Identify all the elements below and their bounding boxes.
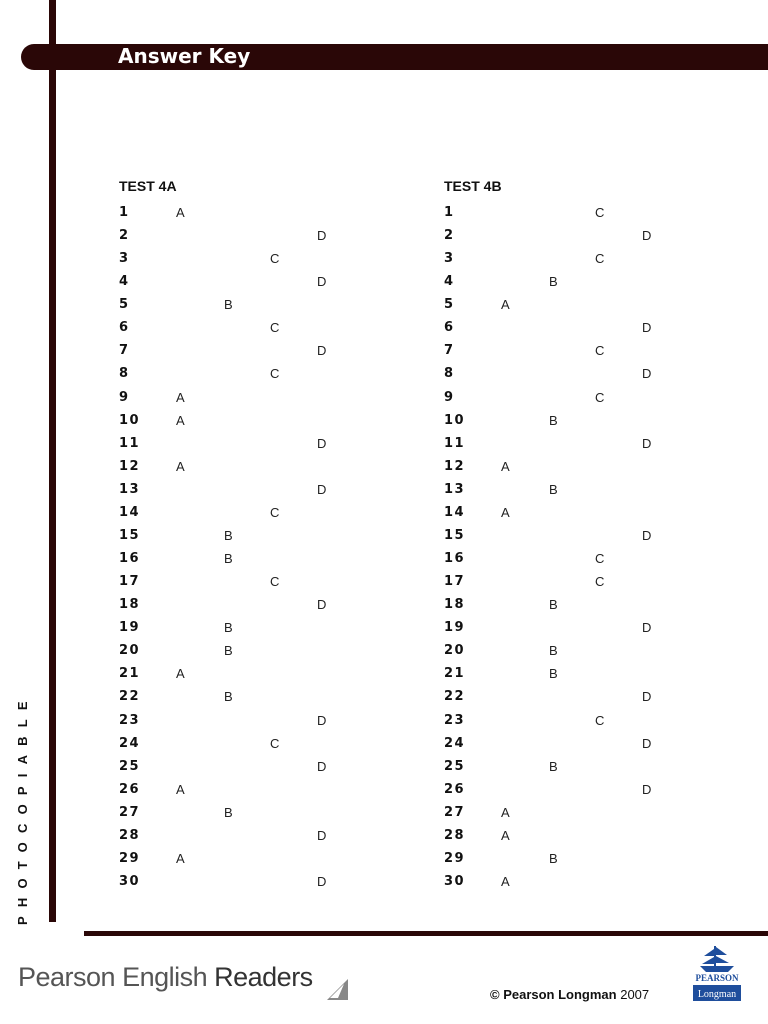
answer-letter: D [317,597,327,613]
answer-letter: B [549,666,558,682]
answer-letter: A [176,205,185,220]
answer-letter: B [224,620,233,636]
answer-letter: B [549,412,558,428]
page-title: Answer Key [118,44,251,68]
brand-swoosh-icon [327,979,349,1001]
copyright-notice [490,987,649,1002]
question-number: 24 [119,735,141,751]
question-number: 18 [119,597,141,613]
question-number: 7 [444,343,455,359]
answer-letter: D [317,874,327,890]
answer-letter: B [224,804,233,820]
answer-letter: C [270,504,280,520]
answer-letter: A [176,458,185,474]
question-number: 19 [444,620,466,636]
answer-letter: C [595,343,605,359]
answer-letter: A [501,504,510,520]
answer-letter: D [642,689,652,705]
answer-letter: A [176,781,185,797]
answer-letter: B [224,527,233,543]
answer-letter: C [595,712,605,728]
question-number: 6 [119,320,130,336]
answer-letter: A [501,297,510,313]
answer-letter: A [501,827,510,843]
question-number: 29 [119,850,141,866]
answer-letter: A [176,850,185,866]
pearson-longman-logo [690,943,744,1003]
answer-letter: C [595,251,605,267]
answer-letter: B [549,597,558,613]
question-number: 12 [119,458,141,474]
question-number: 21 [119,666,141,682]
question-number: 15 [119,527,141,543]
question-number: 8 [444,366,455,382]
brand-text-part1: Pearson English [18,962,215,992]
answer-letter: B [224,551,233,567]
question-number: 5 [119,297,130,313]
question-number: 7 [119,343,130,359]
answer-letter: D [642,435,652,451]
question-number: 1 [444,205,455,220]
question-number: 3 [444,251,455,267]
copyright-year: 2007 [620,987,650,1002]
question-number: 27 [444,804,466,820]
answer-letter: A [176,412,185,428]
left-vertical-rule [49,0,56,922]
question-number: 20 [444,643,466,659]
answer-letter: C [595,574,605,590]
copyright-prefix: © Pearson Longman [490,987,621,1002]
answer-letter: D [642,228,652,244]
answer-letter: C [270,574,280,590]
question-number: 8 [119,366,130,382]
answer-letter: D [642,366,652,382]
answer-letter: A [501,804,510,820]
question-number: 21 [444,666,466,682]
question-number: 14 [119,504,141,520]
question-number: 30 [119,874,141,890]
answer-letter: D [317,827,327,843]
answer-letter: D [317,712,327,728]
answer-letter: D [642,527,652,543]
question-number: 2 [119,228,130,244]
question-number: 11 [119,435,141,451]
question-number: 26 [444,781,466,797]
test-4a-title: TEST 4A [119,178,177,194]
question-number: 23 [444,712,466,728]
question-number: 9 [119,389,130,405]
question-number: 15 [444,527,466,543]
question-number: 1 [119,205,130,220]
question-number: 17 [444,574,466,590]
question-number: 14 [444,504,466,520]
question-number: 4 [119,274,130,290]
answer-letter: A [501,874,510,890]
answer-letter: B [224,689,233,705]
answer-letter: D [317,758,327,774]
question-number: 13 [119,481,141,497]
answer-letter: C [270,251,280,267]
answer-letter: D [317,481,327,497]
brand-text-part2: Readers [214,962,313,992]
answer-letter: D [317,228,327,244]
question-number: 25 [119,758,141,774]
answer-letter: A [176,389,185,405]
answer-letter: B [224,643,233,659]
answer-letter: D [642,735,652,751]
answer-letter: D [642,781,652,797]
question-number: 23 [119,712,141,728]
answer-letter: C [270,320,280,336]
answer-letter: B [224,297,233,313]
logo-text-top: PEARSON [695,973,739,983]
question-number: 28 [119,827,141,843]
question-number: 10 [119,412,141,428]
question-number: 27 [119,804,141,820]
question-number: 17 [119,574,141,590]
answer-letter: D [317,435,327,451]
logo-text-bottom: Longman [697,989,737,1000]
answer-letter: D [317,274,327,290]
answer-letter: D [642,320,652,336]
question-number: 3 [119,251,130,267]
answer-letter: C [595,389,605,405]
answer-letter: C [595,551,605,567]
answer-letter: A [176,666,185,682]
question-number: 12 [444,458,466,474]
question-number: 28 [444,827,466,843]
answer-letter: C [595,205,605,220]
answer-letter: B [549,643,558,659]
answer-letter: C [270,366,280,382]
answer-letter: B [549,274,558,290]
question-number: 16 [444,551,466,567]
photocopiable-label: PHOTOCOPIABLE [15,692,30,925]
question-number: 26 [119,781,141,797]
answer-letter: C [270,735,280,751]
footer-rule [84,931,768,936]
question-number: 22 [444,689,466,705]
question-number: 25 [444,758,466,774]
question-number: 5 [444,297,455,313]
question-number: 6 [444,320,455,336]
test-4b-title: TEST 4B [444,178,502,194]
question-number: 9 [444,389,455,405]
answer-letter: A [501,458,510,474]
answer-letter: B [549,850,558,866]
question-number: 2 [444,228,455,244]
question-number: 4 [444,274,455,290]
ship-icon [700,946,734,972]
question-number: 16 [119,551,141,567]
question-number: 20 [119,643,141,659]
answer-letter: D [642,620,652,636]
question-number: 10 [444,412,466,428]
question-number: 19 [119,620,141,636]
question-number: 24 [444,735,466,751]
question-number: 22 [119,689,141,705]
pearson-english-readers-brand [18,962,313,993]
answer-letter: D [317,343,327,359]
question-number: 29 [444,850,466,866]
question-number: 13 [444,481,466,497]
question-number: 11 [444,435,466,451]
answer-letter: B [549,481,558,497]
question-number: 30 [444,874,466,890]
answer-letter: B [549,758,558,774]
question-number: 18 [444,597,466,613]
